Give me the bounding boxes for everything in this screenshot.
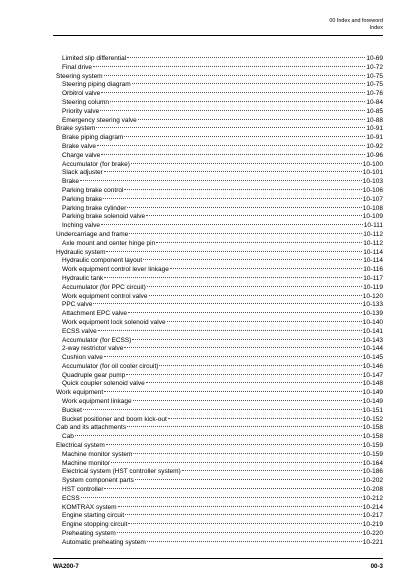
- dot-leader: [103, 198, 362, 199]
- toc-entry-page: 10-75: [366, 81, 383, 89]
- toc-entry-page: 10-149: [362, 389, 383, 397]
- toc-entry-label: Orbitrol valve: [62, 90, 101, 98]
- toc-entry-page: 10-140: [362, 318, 383, 326]
- toc-entry-label: Engine starting circuit: [62, 512, 125, 520]
- footer-page-number: 00-3: [370, 563, 383, 570]
- toc-entry-label: Parking brake control: [62, 186, 124, 194]
- toc-entry-label: Charge valve: [62, 151, 101, 159]
- dot-leader: [133, 400, 362, 401]
- toc-entry-page: 10-141: [362, 327, 383, 335]
- toc-entry-label: Work equipment linkage: [62, 398, 132, 406]
- toc-entry[interactable]: [56, 495, 383, 504]
- toc-entry-label: Steering system: [56, 72, 103, 80]
- toc-entry-page: 10-96: [366, 151, 383, 159]
- toc-entry-label: Parking brake: [62, 195, 103, 203]
- toc-entry-page: 10-144: [362, 345, 383, 353]
- dot-leader: [124, 136, 365, 137]
- toc-entry-label: ECSS: [62, 494, 80, 502]
- toc-entry-label: Hydraulic system: [56, 248, 106, 256]
- toc-entry-page: 10-76: [366, 90, 383, 98]
- dot-leader: [146, 382, 362, 383]
- toc-entry-label: Accumulator (for PPC circuit): [62, 283, 146, 291]
- dot-leader: [159, 365, 361, 366]
- toc-entry[interactable]: [56, 81, 383, 90]
- toc-entry[interactable]: [56, 363, 383, 372]
- toc-entry[interactable]: [56, 310, 383, 319]
- dot-leader: [104, 75, 366, 76]
- dot-leader: [146, 215, 362, 216]
- dot-leader: [96, 127, 365, 128]
- toc-entry[interactable]: [56, 530, 383, 539]
- toc-entry-page: 10-217: [362, 512, 383, 520]
- toc-entry-label: Work equipment control valve: [62, 292, 148, 300]
- toc-entry[interactable]: [56, 521, 383, 530]
- toc-entry-label: KOMTRAX system: [62, 503, 117, 511]
- toc-entry-label: Brake valve: [62, 142, 96, 150]
- toc-entry[interactable]: [56, 257, 383, 266]
- dot-leader: [104, 356, 362, 357]
- toc-entry-label: Hydraulic component layout: [62, 257, 143, 265]
- toc-entry-label: Accumulator (for brake): [62, 160, 130, 168]
- toc-entry-label: Inching valve: [62, 222, 100, 230]
- dot-leader: [104, 277, 362, 278]
- toc-entry-page: 10-84: [366, 98, 383, 106]
- dot-leader: [127, 426, 362, 427]
- toc-entry-label: Cushion valve: [62, 354, 103, 362]
- toc-entry-label: Limited slip differential: [62, 55, 127, 62]
- toc-entry-page: 10-107: [362, 195, 383, 203]
- toc-entry[interactable]: [56, 152, 383, 161]
- toc-entry[interactable]: [56, 433, 383, 442]
- toc-entry[interactable]: [56, 205, 383, 214]
- dot-leader: [124, 347, 361, 348]
- toc-entry[interactable]: [56, 178, 383, 187]
- dot-leader: [128, 523, 361, 524]
- toc-entry-label: Final drive: [62, 63, 92, 71]
- toc-entry-page: 10-117: [363, 274, 383, 282]
- dot-leader: [106, 251, 362, 252]
- toc-entry-page: 10-146: [362, 362, 383, 370]
- toc-entry[interactable]: [56, 266, 383, 275]
- toc-section-entry[interactable]: [56, 442, 383, 451]
- toc-entry-page: 10-220: [362, 530, 383, 538]
- toc-entry-page: 10-152: [362, 415, 383, 423]
- toc-entry-page: 10-147: [362, 371, 383, 379]
- dot-leader: [110, 101, 365, 102]
- toc-entry-label: Quick coupler solenoid valve: [62, 380, 145, 388]
- dot-leader: [97, 145, 365, 146]
- dot-leader: [106, 444, 362, 445]
- toc-entry-page: 10-91: [366, 125, 383, 133]
- toc-entry[interactable]: [56, 169, 383, 178]
- toc-entry-page: 10-186: [362, 468, 383, 476]
- dot-leader: [138, 119, 366, 120]
- toc-entry[interactable]: [56, 90, 383, 99]
- toc-entry-label: Machine monitor: [62, 459, 111, 467]
- toc-entry-page: 10-143: [362, 336, 383, 344]
- header-subsection-title: Index: [369, 25, 383, 31]
- dot-leader: [118, 506, 362, 507]
- footer-rule: [53, 558, 383, 559]
- dot-leader: [93, 66, 365, 67]
- toc-entry-label: Brake piping diagram: [62, 134, 124, 142]
- table-of-contents: [56, 55, 383, 548]
- toc-entry-page: 10-100: [362, 160, 383, 168]
- toc-entry-label: PPC valve: [62, 301, 93, 309]
- toc-entry-page: 10-221: [362, 538, 383, 546]
- toc-entry-page: 10-106: [362, 186, 383, 194]
- dot-leader: [81, 497, 362, 498]
- toc-entry[interactable]: [56, 512, 383, 521]
- dot-leader: [104, 171, 362, 172]
- toc-entry-page: 10-111: [363, 222, 383, 230]
- dot-leader: [135, 479, 362, 480]
- toc-entry-page: 10-159: [362, 450, 383, 458]
- toc-entry[interactable]: [56, 64, 383, 73]
- toc-entry-page: 10-120: [362, 292, 383, 300]
- toc-entry[interactable]: [56, 354, 383, 363]
- toc-entry-page: 10-164: [362, 459, 383, 467]
- toc-entry-label: Work equipment: [56, 389, 104, 397]
- toc-entry-label: Cab and its attachments: [56, 424, 127, 432]
- toc-entry-label: Slack adjuster: [62, 169, 103, 177]
- toc-entry-page: 10-92: [366, 142, 383, 150]
- toc-entry-label: HST controller: [62, 486, 104, 494]
- toc-entry-page: 10-109: [362, 213, 383, 221]
- dot-leader: [182, 470, 362, 471]
- footer-model: WA200-7: [53, 563, 79, 570]
- toc-entry[interactable]: [56, 337, 383, 346]
- dot-leader: [131, 163, 362, 164]
- toc-entry-label: Work equipment lock solenoid valve: [62, 318, 166, 326]
- toc-entry[interactable]: [56, 477, 383, 486]
- toc-entry[interactable]: [56, 328, 383, 337]
- toc-entry[interactable]: [56, 143, 383, 152]
- toc-entry[interactable]: [56, 108, 383, 117]
- dot-leader: [101, 154, 365, 155]
- dot-leader: [167, 321, 362, 322]
- toc-entry-page: 10-88: [366, 116, 383, 124]
- toc-entry-page: 10-139: [362, 310, 383, 318]
- dot-leader: [132, 339, 361, 340]
- dot-leader: [170, 268, 362, 269]
- dot-leader: [80, 180, 362, 181]
- toc-entry[interactable]: [56, 213, 383, 222]
- dot-leader: [83, 409, 362, 410]
- dot-leader: [100, 110, 365, 111]
- dot-leader: [127, 57, 365, 58]
- dot-leader: [75, 435, 362, 436]
- toc-entry[interactable]: [56, 539, 383, 548]
- toc-entry[interactable]: [56, 284, 383, 293]
- toc-entry-page: 10-145: [362, 354, 383, 362]
- toc-entry-page: 10-212: [362, 494, 383, 502]
- toc-entry-page: 10-119: [363, 283, 383, 291]
- toc-section-entry[interactable]: [56, 231, 383, 240]
- toc-entry-page: 10-112: [363, 230, 383, 238]
- toc-entry-label: Work equipment control lever linkage: [62, 266, 169, 274]
- dot-leader: [156, 242, 362, 243]
- toc-entry-label: Bucket: [62, 406, 82, 414]
- dot-leader: [93, 303, 361, 304]
- toc-entry[interactable]: [56, 187, 383, 196]
- dot-leader: [125, 514, 362, 515]
- toc-entry-label: Priority valve: [62, 107, 100, 115]
- dot-leader: [101, 224, 363, 225]
- toc-entry[interactable]: [56, 372, 383, 381]
- toc-entry[interactable]: [56, 451, 383, 460]
- toc-entry-label: 2-way restrictor valve: [62, 345, 124, 353]
- dot-leader: [126, 374, 362, 375]
- dot-leader: [101, 92, 365, 93]
- toc-entry-page: 10-116: [363, 266, 383, 274]
- toc-section-entry[interactable]: [56, 249, 383, 258]
- toc-entry-page: 10-133: [362, 301, 383, 309]
- toc-entry-page: 10-85: [366, 107, 383, 115]
- toc-entry[interactable]: [56, 398, 383, 407]
- toc-entry[interactable]: [56, 99, 383, 108]
- toc-entry-label: Hydraulic tank: [62, 274, 104, 282]
- toc-entry[interactable]: [56, 134, 383, 143]
- header-rule: [53, 35, 383, 36]
- toc-entry-label: Parking brake solenoid valve: [62, 213, 146, 221]
- toc-section-entry[interactable]: [56, 424, 383, 433]
- dot-leader: [124, 189, 361, 190]
- toc-entry-label: Bucket positioner and boom kick-out: [62, 415, 167, 423]
- toc-entry-page: 10-75: [366, 72, 383, 80]
- dot-leader: [133, 453, 361, 454]
- toc-entry-page: 10-69: [366, 55, 383, 62]
- dot-leader: [147, 541, 362, 542]
- toc-entry-page: 10-149: [362, 398, 383, 406]
- toc-entry-page: 10-202: [362, 477, 383, 485]
- toc-entry-page: 10-101: [362, 169, 383, 177]
- dot-leader: [128, 312, 362, 313]
- toc-entry[interactable]: [56, 240, 383, 249]
- toc-entry[interactable]: [56, 161, 383, 170]
- dot-leader: [104, 488, 361, 489]
- toc-entry-label: Steering piping diagram: [62, 81, 131, 89]
- dot-leader: [111, 462, 362, 463]
- toc-entry-label: Quadruple gear pump: [62, 371, 126, 379]
- toc-section-entry[interactable]: [56, 389, 383, 398]
- toc-entry-label: Undercarriage and frame: [56, 230, 129, 238]
- toc-entry-label: ECSS valve: [62, 327, 97, 335]
- dot-leader: [132, 83, 366, 84]
- toc-entry[interactable]: [56, 55, 383, 64]
- toc-entry[interactable]: [56, 345, 383, 354]
- dot-leader: [104, 391, 362, 392]
- toc-entry-page: 10-158: [362, 424, 383, 432]
- toc-section-entry[interactable]: [56, 73, 383, 82]
- toc-entry-page: 10-148: [362, 380, 383, 388]
- toc-entry-label: Brake: [62, 178, 79, 186]
- toc-entry[interactable]: [56, 460, 383, 469]
- toc-entry[interactable]: [56, 416, 383, 425]
- toc-entry-page: 10-114: [363, 257, 383, 265]
- toc-entry[interactable]: [56, 222, 383, 231]
- dot-leader: [149, 295, 362, 296]
- dot-leader: [168, 418, 362, 419]
- toc-entry-label: Axle mount and center hinge pin: [62, 239, 156, 247]
- toc-entry-label: Attachment EPC valve: [62, 310, 128, 318]
- toc-entry[interactable]: [56, 380, 383, 389]
- toc-entry-label: Machine monitor system: [62, 450, 133, 458]
- toc-section-entry[interactable]: [56, 125, 383, 134]
- header-section-title: 00 Index and foreword: [329, 18, 383, 24]
- toc-entry-label: Brake system: [56, 125, 96, 133]
- toc-entry[interactable]: [56, 196, 383, 205]
- toc-entry-label: Emergency steering valve: [62, 116, 137, 124]
- toc-entry-label: Electrical system (HST controller system): [62, 468, 181, 476]
- toc-entry-label: Accumulator (for oil cooler circuit): [62, 362, 159, 370]
- dot-leader: [129, 233, 362, 234]
- toc-entry-page: 10-108: [362, 204, 383, 212]
- toc-entry[interactable]: [56, 468, 383, 477]
- toc-entry-label: Engine stopping circuit: [62, 521, 128, 529]
- toc-entry-page: 10-151: [362, 406, 383, 414]
- toc-entry-page: 10-112: [363, 239, 383, 247]
- toc-entry-page: 10-214: [362, 503, 383, 511]
- toc-entry[interactable]: [56, 117, 383, 126]
- toc-entry-label: Cab: [62, 433, 74, 441]
- toc-entry[interactable]: [56, 293, 383, 302]
- toc-entry-page: 10-158: [362, 433, 383, 441]
- toc-entry-page: 10-219: [362, 521, 383, 529]
- toc-entry[interactable]: [56, 486, 383, 495]
- toc-entry-page: 10-159: [362, 442, 383, 450]
- dot-leader: [127, 207, 361, 208]
- toc-entry-page: 10-114: [363, 248, 383, 256]
- page-header: [329, 18, 383, 32]
- toc-entry-label: Automatic preheating system: [62, 538, 146, 546]
- toc-entry[interactable]: [56, 275, 383, 284]
- dot-leader: [147, 286, 362, 287]
- dot-leader: [98, 330, 362, 331]
- toc-entry-label: Parking brake cylinder: [62, 204, 127, 212]
- toc-entry-label: Steering column: [62, 98, 109, 106]
- toc-entry[interactable]: [56, 319, 383, 328]
- dot-leader: [143, 259, 362, 260]
- toc-entry[interactable]: [56, 301, 383, 310]
- toc-entry-label: System component parts: [62, 477, 134, 485]
- toc-entry-label: Preheating system: [62, 530, 116, 538]
- toc-entry-page: 10-208: [362, 486, 383, 494]
- toc-entry[interactable]: [56, 504, 383, 513]
- toc-entry-page: 10-91: [366, 134, 383, 142]
- toc-entry[interactable]: [56, 407, 383, 416]
- dot-leader: [117, 532, 362, 533]
- toc-entry-label: Electrical system: [56, 442, 105, 450]
- toc-entry-page: 10-103: [362, 178, 383, 186]
- toc-entry-page: 10-72: [366, 63, 383, 71]
- toc-entry-label: Accumulator (for ECSS): [62, 336, 132, 344]
